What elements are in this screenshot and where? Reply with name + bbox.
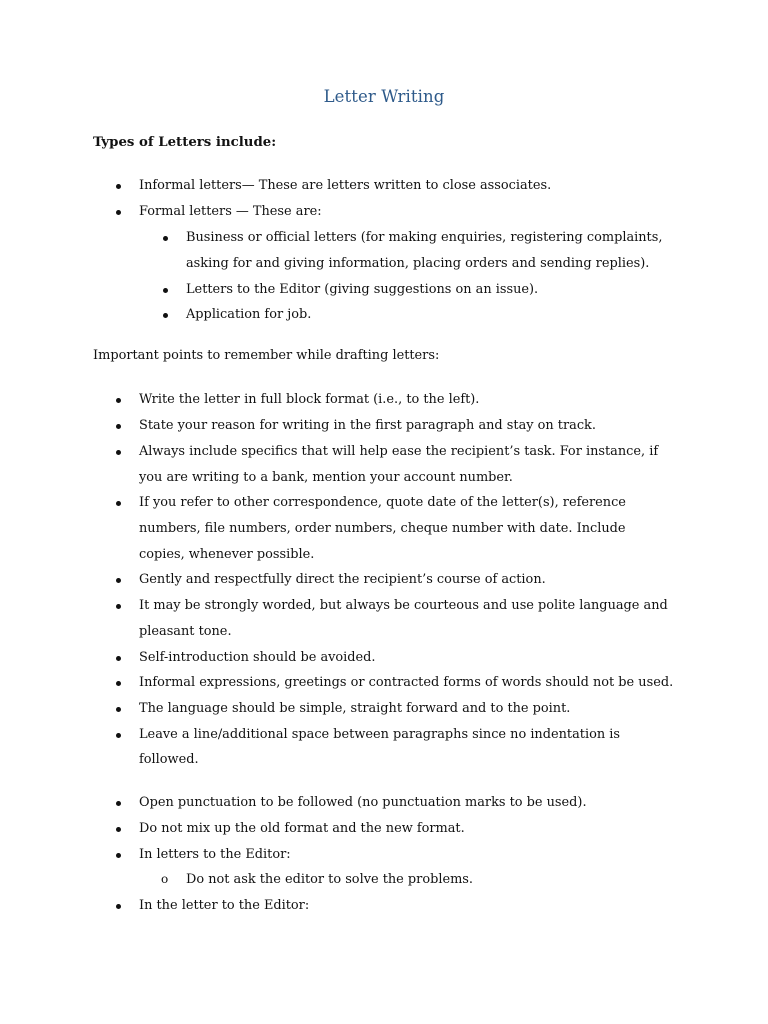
list-item: In letters to the Editor: xyxy=(139,847,291,862)
points-heading: Important points to remember while drafting letters: xyxy=(93,348,440,363)
bullet-icon xyxy=(116,681,121,686)
bullet-icon xyxy=(116,604,121,609)
list-item: Business or official letters (for making enquiries, registering complaints, xyxy=(186,230,663,245)
bullet-icon xyxy=(116,707,121,712)
list-item: Informal expressions, greetings or contracted forms of words should not be used. xyxy=(139,675,674,690)
list-item: Do not mix up the old format and the new format. xyxy=(139,821,465,836)
list-item: The language should be simple, straight forward and to the point. xyxy=(139,701,571,716)
bullet-icon xyxy=(116,578,121,583)
bullet-icon xyxy=(116,853,121,858)
bullet-icon xyxy=(116,501,121,506)
list-item-continuation: you are writing to a bank, mention your account number. xyxy=(139,470,513,485)
bullet-icon xyxy=(116,827,121,832)
list-item: Gently and respectfully direct the recipient’s course of action. xyxy=(139,572,546,587)
list-item: State your reason for writing in the first paragraph and stay on track. xyxy=(139,418,596,433)
bullet-icon xyxy=(163,313,168,318)
list-item: Always include specifics that will help ease the recipient’s task. For instance, if xyxy=(139,444,659,459)
bullet-icon xyxy=(163,236,168,241)
list-item: If you refer to other correspondence, quote date of the letter(s), reference xyxy=(139,495,626,510)
bullet-icon xyxy=(116,733,121,738)
circle-bullet-icon: o xyxy=(161,872,169,886)
list-item: Leave a line/additional space between paragraphs since no indentation is xyxy=(139,727,620,742)
list-item-continuation: asking for and giving information, placing orders and sending replies). xyxy=(186,256,650,271)
list-item: It may be strongly worded, but always be courteous and use polite language and xyxy=(139,598,668,613)
list-item: In the letter to the Editor: xyxy=(139,898,310,913)
page-title: Letter Writing xyxy=(323,87,445,106)
bullet-icon xyxy=(116,904,121,909)
list-item: Formal letters — These are: xyxy=(139,204,322,219)
list-item: Write the letter in full block format (i.e., to the left). xyxy=(139,392,480,407)
bullet-icon xyxy=(116,398,121,403)
list-item: Informal letters— These are letters written to close associates. xyxy=(139,178,552,193)
list-item-continuation: numbers, file numbers, order numbers, cheque number with date. Include xyxy=(139,521,626,536)
list-item: Do not ask the editor to solve the problems. xyxy=(186,872,474,887)
bullet-icon xyxy=(116,210,121,215)
types-heading: Types of Letters include: xyxy=(93,135,277,150)
list-item: Self-introduction should be avoided. xyxy=(139,650,376,665)
bullet-icon xyxy=(116,450,121,455)
list-item: Application for job. xyxy=(186,307,312,322)
bullet-icon xyxy=(116,184,121,189)
bullet-icon xyxy=(163,288,168,293)
list-item-continuation: copies, whenever possible. xyxy=(139,547,315,562)
list-item-continuation: pleasant tone. xyxy=(139,624,232,639)
list-item: Open punctuation to be followed (no punctuation marks to be used). xyxy=(139,795,587,810)
bullet-icon xyxy=(116,656,121,661)
list-item: Letters to the Editor (giving suggestions on an issue). xyxy=(186,282,539,297)
list-item-continuation: followed. xyxy=(139,752,199,767)
bullet-icon xyxy=(116,424,121,429)
bullet-icon xyxy=(116,801,121,806)
